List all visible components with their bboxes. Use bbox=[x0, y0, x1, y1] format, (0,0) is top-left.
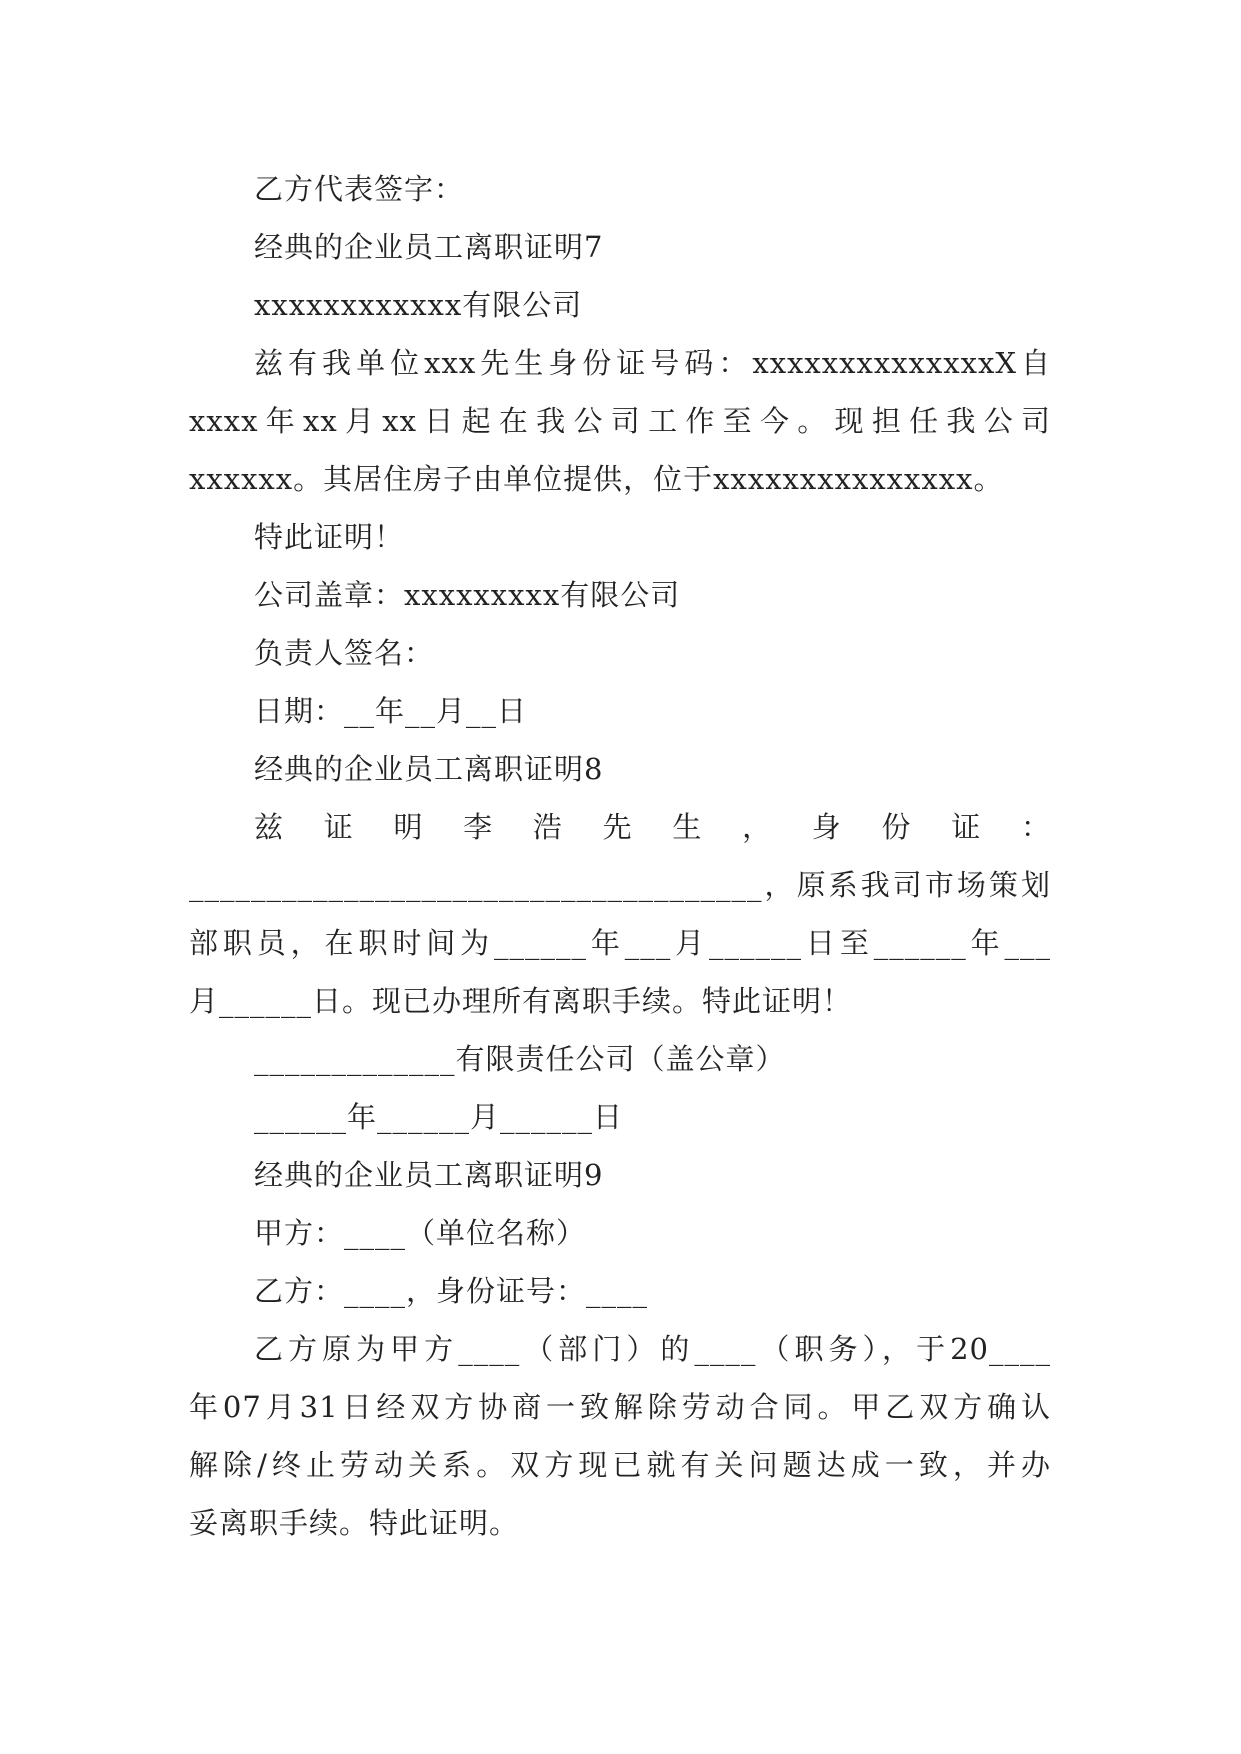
text-line: _____________有限责任公司（盖公章） bbox=[254, 1042, 786, 1076]
text-line: _____________________________________，原系我司市场策划 bbox=[189, 868, 1051, 902]
text-line: 兹有我单位xxx先生身份证号码：xxxxxxxxxxxxxxX自 bbox=[254, 346, 1051, 380]
text-line: 特此证明！ bbox=[254, 520, 405, 554]
document-body bbox=[189, 160, 1051, 1552]
text-line: 负责人签名： bbox=[254, 636, 435, 670]
text-line: 乙方：____，身份证号：____ bbox=[254, 1274, 649, 1308]
text-line: 解除/终止劳动关系。双方现已就有关问题达成一致，并办 bbox=[189, 1448, 1051, 1482]
text-line: xxxxxxxxxxxx有限公司 bbox=[254, 288, 583, 322]
text-line: 妥离职手续。特此证明。 bbox=[189, 1506, 520, 1540]
text-line: 部职员，在职时间为______年___月______日至______年___ bbox=[189, 926, 1051, 960]
section-heading: 经典的企业员工离职证明7 bbox=[254, 230, 604, 264]
text-line: 年07月31日经双方协商一致解除劳动合同。甲乙双方确认 bbox=[189, 1390, 1051, 1424]
text-line: 乙方代表签字： bbox=[254, 172, 465, 206]
text-line: 月______日。现已办理所有离职手续。特此证明！ bbox=[189, 984, 853, 1018]
text-line: xxxx年xx月xx日起在我公司工作至今。现担任我公司 bbox=[189, 404, 1051, 438]
text-line: 兹证明李浩先生，身份证： bbox=[254, 810, 1051, 844]
text-line: ______年______月______日 bbox=[254, 1100, 624, 1134]
section-heading: 经典的企业员工离职证明9 bbox=[254, 1158, 604, 1192]
text-line: 甲方：____（单位名称） bbox=[254, 1216, 587, 1250]
text-line: 日期：__年__月__日 bbox=[254, 694, 528, 728]
text-line: 公司盖章：xxxxxxxxx有限公司 bbox=[254, 578, 681, 612]
text-line: 乙方原为甲方____（部门）的____（职务），于20____ bbox=[254, 1332, 1051, 1366]
text-line: xxxxxx。其居住房子由单位提供，位于xxxxxxxxxxxxxxx。 bbox=[189, 462, 1004, 496]
section-heading: 经典的企业员工离职证明8 bbox=[254, 752, 604, 786]
